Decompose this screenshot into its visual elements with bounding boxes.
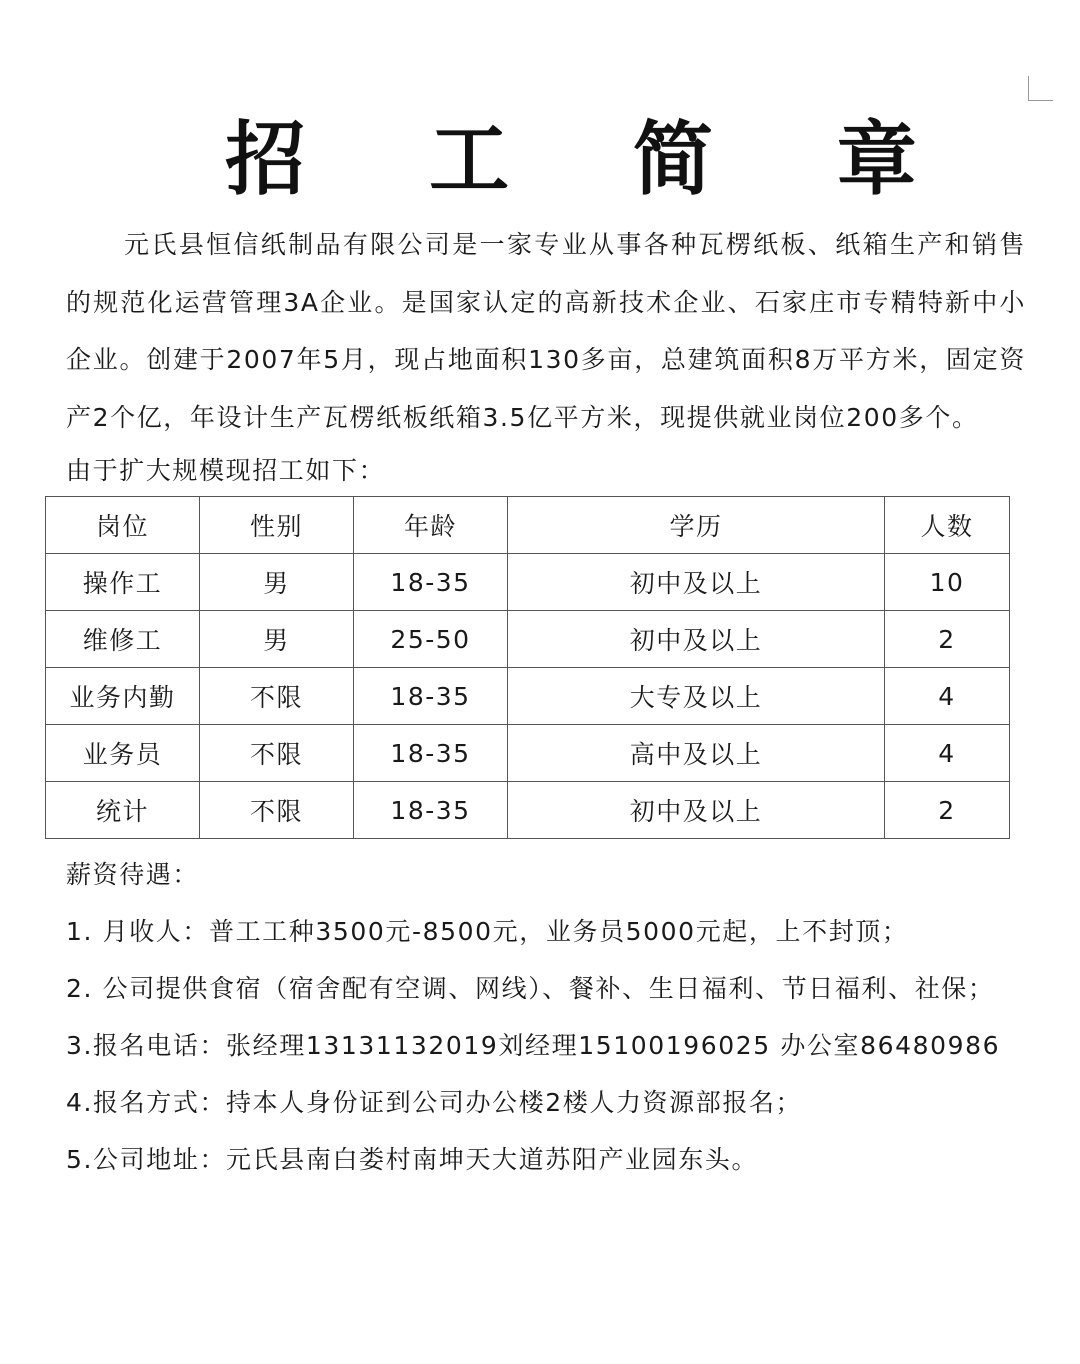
- cell-position: 业务内勤: [46, 668, 200, 725]
- table-row: [46, 554, 1010, 611]
- cell-education: 初中及以上: [508, 611, 885, 668]
- cell-age: 18-35: [354, 725, 508, 782]
- header-gender: 性别: [200, 497, 354, 554]
- cell-gender: 不限: [200, 668, 354, 725]
- page-corner-mark: [1028, 76, 1053, 101]
- cell-position: 业务员: [46, 725, 200, 782]
- cell-gender: 不限: [200, 782, 354, 839]
- benefit-item-address: 5.公司地址：元氏县南白娄村南坤天大道苏阳产业园东头。: [66, 1145, 759, 1174]
- cell-age: 25-50: [354, 611, 508, 668]
- cell-age: 18-35: [354, 782, 508, 839]
- cell-position: 操作工: [46, 554, 200, 611]
- cell-headcount: 2: [885, 611, 1010, 668]
- cell-gender: 男: [200, 611, 354, 668]
- benefit-item-apply-method: 4.报名方式：持本人身份证到公司办公楼2楼人力资源部报名；: [66, 1088, 803, 1117]
- table-row: [46, 668, 1010, 725]
- header-headcount: 人数: [885, 497, 1010, 554]
- cell-education: 初中及以上: [508, 782, 885, 839]
- benefits-heading: 薪资待遇：: [66, 860, 200, 889]
- header-education: 学历: [508, 497, 885, 554]
- benefit-item-phone: 3.报名电话：张经理13131132019刘经理15100196025 办公室86480986: [66, 1031, 1001, 1060]
- cell-age: 18-35: [354, 554, 508, 611]
- cell-gender: 男: [200, 554, 354, 611]
- table-row: [46, 782, 1010, 839]
- cell-age: 18-35: [354, 668, 508, 725]
- benefit-item-salary: 1. 月收人：普工工种3500元-8500元，业务员5000元起，上不封顶；: [66, 917, 909, 946]
- cell-education: 初中及以上: [508, 554, 885, 611]
- cell-headcount: 4: [885, 725, 1010, 782]
- cell-gender: 不限: [200, 725, 354, 782]
- cell-education: 高中及以上: [508, 725, 885, 782]
- cell-position: 统计: [46, 782, 200, 839]
- company-intro: 元氏县恒信纸制品有限公司是一家专业从事各种瓦楞纸板、纸箱生产和销售的规范化运营管理3A企业。是国家认定的高新技术企业、石家庄市专精特新中小企业。创建于2007年5月，现占地面积130多亩，总建筑面积8万平方米，固定资产2个亿，年设计生产瓦楞纸板纸箱3.5亿平方米，现提供就业岗位200多个。: [66, 230, 1026, 432]
- recruitment-subheading: 由于扩大规模现招工如下：: [66, 456, 386, 485]
- header-position: 岗位: [46, 497, 200, 554]
- cell-headcount: 10: [885, 554, 1010, 611]
- job-table: [45, 496, 1010, 839]
- cell-headcount: 2: [885, 782, 1010, 839]
- header-age: 年龄: [354, 497, 508, 554]
- benefit-item-welfare: 2. 公司提供食宿（宿舍配有空调、网线）、餐补、生日福利、节日福利、社保；: [66, 974, 995, 1003]
- cell-position: 维修工: [46, 611, 200, 668]
- table-header-row: [46, 497, 1010, 554]
- cell-headcount: 4: [885, 668, 1010, 725]
- cell-education: 大专及以上: [508, 668, 885, 725]
- benefits-section: [66, 846, 1046, 1188]
- table-row: [46, 611, 1010, 668]
- page-title: 招 工 简 章: [225, 113, 965, 206]
- table-row: [46, 725, 1010, 782]
